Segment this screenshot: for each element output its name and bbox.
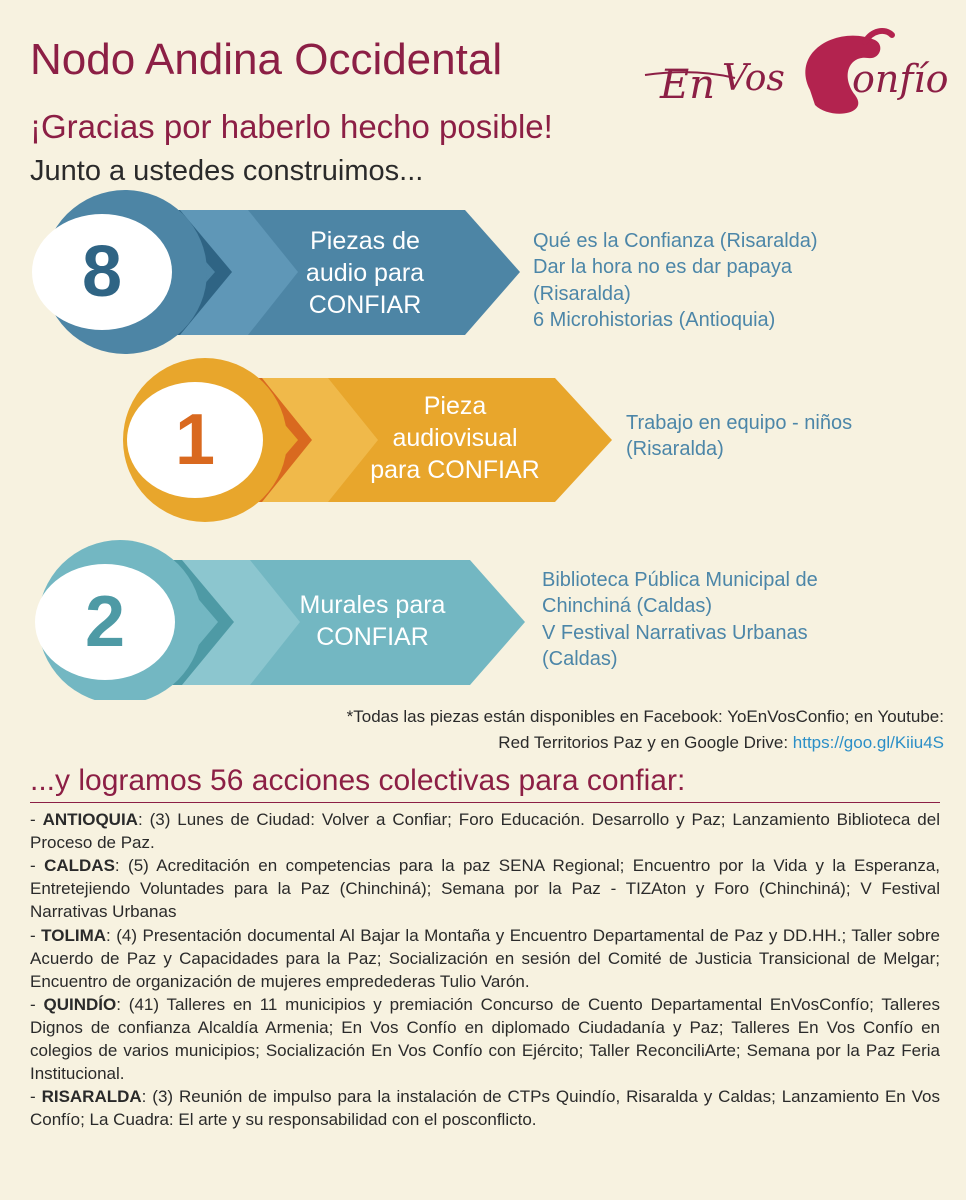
- page-subtitle: ¡Gracias por haberlo hecho posible!: [30, 108, 553, 145]
- achievement-item: - RISARALDA: (3) Reunión de impulso para la instalación de CTPs Quindío, Risaralda y Caldas; Lanzamiento En Vos Confío; La Cuadra: El arte y su responsabilidad con el posconflicto.: [30, 1087, 940, 1130]
- ribbon-audiovisual-label-line: para CONFIAR: [370, 456, 540, 484]
- svg-text:Vos: Vos: [722, 58, 785, 99]
- ribbon-audio-number: 8: [81, 232, 123, 312]
- page-title: Nodo Andina Occidental: [30, 35, 503, 84]
- achievement-region: RISARALDA: [41, 1087, 142, 1107]
- achievement-item: - CALDAS: (5) Acreditación en competencias para la paz SENA Regional; Encuentro por la Vida y la Esperanza, Entretejiendo Voluntades para la Paz (Chinchiná); Semana por la Paz - TIZAton y Foro (Chinchiná); V Festival Narrativas Urbanas: [30, 856, 940, 922]
- achievement-item: - QUINDÍO: (41) Talleres en 11 municipios y premiación Concurso de Cuento Departamental EnVosConfío; Talleres Dignos de confianza Alcaldía Armenia; En Vos Confío en diplomado Ciudadanía y Paz; Talleres En Vos Confío en colegios de varios municipios; Socialización En Vos Confío con Ejército; Taller ReconciliArte; Semana por la Paz Feria Institucional.: [30, 994, 940, 1084]
- ribbon-audiovisual-label-line: Pieza: [423, 392, 487, 420]
- ribbon-audio-detail-line: Dar la hora no es dar papaya: [533, 256, 793, 279]
- ribbon-murals-details: [542, 567, 942, 673]
- ribbon-audio-label: [265, 225, 465, 321]
- achievement-text: : (41) Talleres en 11 municipios y premiación Concurso de Cuento Departamental EnVosConfío; Talleres Dignos de confianza Alcaldía Armenia; En Vos Confío en diplomado Ciudadanía y Paz; Talleres En Vos Confío en colegios de varios municipios; Socialización En Vos Confío con Ejército; Taller ReconciliArte; Semana por la Paz Feria Institucional.: [30, 994, 940, 1084]
- achievements-heading: ...y logramos 56 acciones colectivas para confiar:: [30, 764, 686, 797]
- ribbon-audio-details: [533, 228, 943, 334]
- ribbon-murals-detail-line: V Festival Narrativas Urbanas: [542, 621, 808, 644]
- achievement-text: : (4) Presentación documental Al Bajar la Montaña y Encuentro Departamental de Paz y DD.HH.; Taller sobre Acuerdo de Paz y Capacidades para la Paz; Socialización en sesión del Comité de Justicia Transicional de Melgar; Encuentro de organización de mujeres empredederas Tulio Varón.: [30, 925, 940, 991]
- achievement-region: ANTIOQUIA: [42, 810, 138, 829]
- achievement-region: CALDAS: [44, 856, 115, 876]
- achievement-text: : (5) Acreditación en competencias para la paz SENA Regional; Encuentro por la Vida y la Esperanza, Entretejiendo Voluntades para la Paz (Chinchiná); Semana por la Paz - TIZAton y Foro (Chinchiná); V Festival Narrativas Urbanas: [30, 856, 940, 922]
- availability-note: [324, 704, 944, 757]
- ribbon-audio-label-line: audio para: [305, 259, 425, 287]
- ribbon-murals-number: 2: [84, 582, 126, 662]
- ribbon-audio-detail-line: Qué es la Confianza (Risaralda): [533, 230, 818, 252]
- ribbon-murals-label: [265, 589, 480, 653]
- achievements-divider: [30, 802, 940, 803]
- ribbon-audio-label-line: CONFIAR: [308, 291, 422, 319]
- ribbon-audiovisual-label: [340, 390, 570, 486]
- ribbon-audiovisual-details: [626, 410, 946, 463]
- achievement-item: - TOLIMA: (4) Presentación documental Al Bajar la Montaña y Encuentro Departamental de Paz y DD.HH.; Taller sobre Acuerdo de Paz y Capacidades para la Paz; Socialización en sesión del Comité de Justicia Transicional de Melgar; Encuentro de organización de mujeres empredederas Tulio Varón.: [30, 925, 940, 991]
- ribbon-murals-label-line: CONFIAR: [316, 623, 429, 651]
- ribbon-audiovisual-detail-line: (Risaralda): [626, 438, 724, 461]
- ribbon-audio-detail-line: 6 Microhistorias (Antioquia): [533, 309, 776, 332]
- achievement-item: - ANTIOQUIA: (3) Lunes de Ciudad: Volver a Confiar; Foro Educación. Desarrollo y Paz; Lanzamiento Biblioteca del Proceso de Paz.: [30, 810, 940, 853]
- achievement-region: QUINDÍO: [43, 994, 117, 1014]
- svg-text:onfío: onfío: [852, 57, 949, 101]
- achievement-text: : (3) Reunión de impulso para la instalación de CTPs Quindío, Risaralda y Caldas; Lanzamiento En Vos Confío; La Cuadra: El arte y su responsabilidad con el posconflicto.: [30, 1087, 940, 1130]
- ribbon-audiovisual-detail-line: Trabajo en equipo - niños: [626, 412, 853, 434]
- availability-note-text: *Todas las piezas están disponibles en Facebook: YoEnVosConfio; en Youtube: Red Territorios Paz y en Google Drive:: [346, 707, 944, 753]
- ribbon-audio-detail-line: (Risaralda): [533, 282, 631, 305]
- achievement-text: : (3) Lunes de Ciudad: Volver a Confiar; Foro Educación. Desarrollo y Paz; Lanzamiento Biblioteca del Proceso de Paz.: [30, 810, 940, 853]
- intro-text: Junto a ustedes construimos...: [30, 155, 424, 187]
- achievement-region: TOLIMA: [41, 925, 107, 945]
- ribbon-audiovisual-number: 1: [174, 400, 216, 480]
- drive-link[interactable]: https://goo.gl/Kiiu4S: [792, 733, 944, 753]
- ribbon-audio-label-line: Piezas de: [310, 227, 420, 255]
- ribbon-murals-detail-line: Biblioteca Pública Municipal de: [542, 569, 818, 591]
- svg-text:En: En: [660, 62, 715, 108]
- achievements-list: [30, 808, 940, 1132]
- ribbon-murals-detail-line: Chinchiná (Caldas): [542, 595, 713, 618]
- ribbon-murals-label-line: Murales para: [299, 591, 446, 619]
- ribbon-murals-detail-line: (Caldas): [542, 648, 618, 671]
- ribbon-audiovisual-label-line: audiovisual: [392, 424, 518, 452]
